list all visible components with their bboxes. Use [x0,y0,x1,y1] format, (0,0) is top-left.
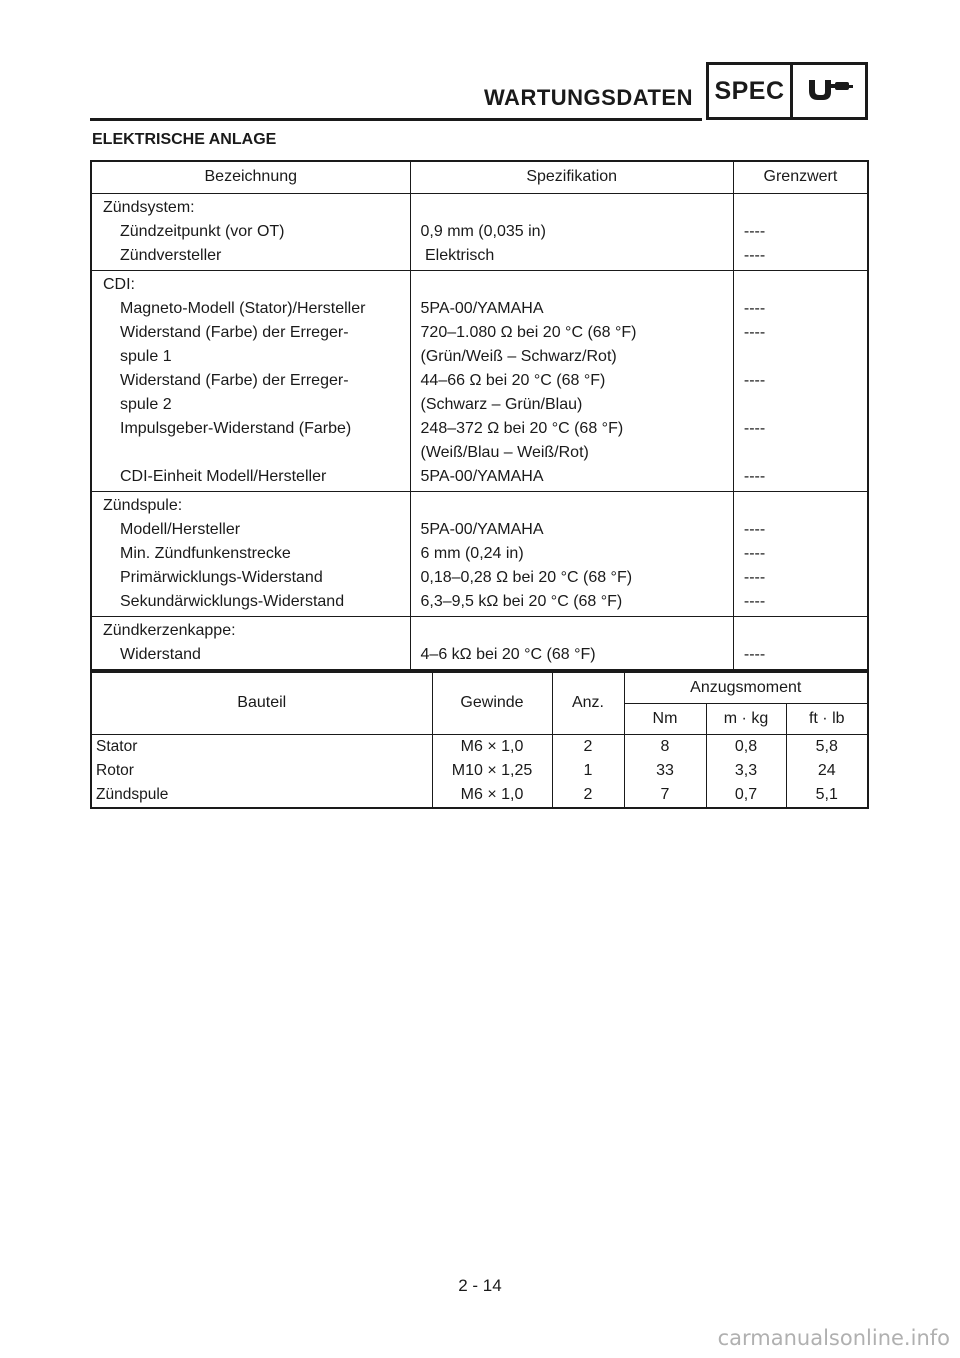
spec-name [91,297,410,321]
spec-value-line: 6,3–9,5 kΩ bei 20 °C (68 °F) [420,592,623,610]
spec-value-line: Elektrisch [420,246,495,264]
col-header-bauteil: Bauteil [91,672,432,734]
spec-limit: ---- [743,222,766,240]
spec-value-line: 6 mm (0,24 in) [420,544,524,562]
electrical-spec-table [90,160,869,671]
spec-limit: ---- [743,520,766,538]
col-header-anzugsmoment: Anzugsmoment [624,672,868,703]
spec-name-line: Min. Zündfunkenstrecke [120,544,291,562]
cell-anz: 2 [552,783,624,808]
spec-name-line: Widerstand (Farbe) der Erreger- [120,371,349,389]
spec-limit: ---- [743,568,766,586]
cell-ftlb: 5,1 [815,785,838,803]
cell-nm: 7 [624,783,706,808]
table-row [91,566,868,590]
spec-name [91,417,410,465]
col-header-spezifikation: Spezifikation [410,161,733,193]
torque-table [90,671,869,809]
table-header-row [91,672,868,703]
spec-name [91,542,410,566]
empty-cell [733,270,868,297]
table-row [91,244,868,271]
cell-gewinde: M6 × 1,0 [432,734,552,759]
spec-value-line: 5PA-00/YAMAHA [420,467,544,485]
spec-value-line: (Schwarz – Grün/Blau) [420,395,583,413]
group-title: CDI: [91,270,410,297]
cell-ftlb: 5,8 [815,737,838,755]
table-row [91,590,868,617]
group-title: Zündkerzenkappe: [91,616,410,643]
group-title-row [91,491,868,518]
col-header-grenzwert: Grenzwert [733,161,868,193]
table-row [91,465,868,492]
spec-value-line: 248–372 Ω bei 20 °C (68 °F) [420,419,624,437]
table-row [91,643,868,670]
spec-value [410,369,733,417]
spec-value [410,566,733,590]
watermark-text: carmanualsonline.info [717,1326,950,1350]
group-title-row [91,616,868,643]
spec-name [91,244,410,271]
col-header-mkg: m · kg [706,703,786,734]
section-title: ELEKTRISCHE ANLAGE [92,131,277,148]
spec-value [410,518,733,542]
spec-value-line: 0,18–0,28 Ω bei 20 °C (68 °F) [420,568,633,586]
spec-name-line: Modell/Hersteller [120,520,241,538]
col-header-anz: Anz. [552,672,624,734]
col-header-gewinde: Gewinde [432,672,552,734]
group-title-row [91,270,868,297]
empty-cell [410,193,733,220]
spec-limit: ---- [743,467,766,485]
wrench-icon [793,65,865,117]
spec-limit: ---- [743,323,766,341]
empty-cell [733,193,868,220]
spec-value [410,220,733,244]
spec-name-line: CDI-Einheit Modell/Hersteller [120,467,327,485]
spec-limit: ---- [743,371,766,389]
table-header-row [91,161,868,193]
cell-gewinde: M10 × 1,25 [432,759,552,783]
spec-name-line: Widerstand (Farbe) der Erreger- [120,323,349,341]
empty-cell [410,616,733,643]
spec-name-line: Sekundärwicklungs-Widerstand [120,592,345,610]
spec-value [410,321,733,369]
spec-value-line: 5PA-00/YAMAHA [420,520,544,538]
cell-nm: 33 [624,759,706,783]
spec-name [91,566,410,590]
cell-anz: 2 [552,734,624,759]
col-header-nm: Nm [624,703,706,734]
table-row [91,220,868,244]
spec-name-line: Primärwicklungs-Widerstand [120,568,323,586]
spec-value-line: 44–66 Ω bei 20 °C (68 °F) [420,371,606,389]
spec-value [410,590,733,617]
table-row [91,783,868,808]
spec-badge-label: SPEC [709,65,793,117]
spec-name [91,220,410,244]
cell-anz: 1 [552,759,624,783]
spec-value [410,542,733,566]
table-row [91,417,868,465]
spec-name-line: Zündzeitpunkt (vor OT) [120,222,285,240]
cell-ftlb: 24 [817,761,836,779]
table-row [91,734,868,759]
spec-name-line: Widerstand [120,645,201,663]
empty-cell [733,491,868,518]
cell-bauteil: Zündspule [91,783,432,808]
spec-name [91,643,410,670]
spec-value [410,643,733,670]
col-header-ftlb: ft · lb [786,703,868,734]
table-row [91,759,868,783]
spec-name-line: Magneto-Modell (Stator)/Hersteller [120,299,366,317]
table-row [91,297,868,321]
spec-value-line: (Weiß/Blau – Weiß/Rot) [420,443,589,461]
spec-name-line: spule 1 [120,347,172,365]
cell-mkg: 0,8 [706,734,786,759]
spec-limit: ---- [743,645,766,663]
spec-limit: ---- [743,299,766,317]
page-number: 2 - 14 [458,1276,502,1295]
spec-value-line: 0,9 mm (0,035 in) [420,222,546,240]
header-rule [90,118,702,121]
spec-name [91,590,410,617]
spec-value-line: 720–1.080 Ω bei 20 °C (68 °F) [420,323,637,341]
spec-value-line: 5PA-00/YAMAHA [420,299,544,317]
spec-limit: ---- [743,592,766,610]
spec-name [91,518,410,542]
spec-value-line: 4–6 kΩ bei 20 °C (68 °F) [420,645,596,663]
spec-value-line: (Grün/Weiß – Schwarz/Rot) [420,347,617,365]
empty-cell [410,491,733,518]
spec-limit: ---- [743,246,766,264]
spec-name [91,465,410,492]
spec-limit: ---- [743,419,766,437]
spec-value [410,244,733,271]
table-row [91,518,868,542]
group-title-row [91,193,868,220]
spec-name-line: spule 2 [120,395,172,413]
empty-cell [410,270,733,297]
spec-limit: ---- [743,544,766,562]
cell-bauteil: Rotor [91,759,432,783]
cell-bauteil: Stator [91,734,432,759]
cell-mkg: 0,7 [706,783,786,808]
group-title: Zündsystem: [91,193,410,220]
table-row [91,542,868,566]
group-title: Zündspule: [91,491,410,518]
cell-nm: 8 [624,734,706,759]
spec-name-line: Impulsgeber-Widerstand (Farbe) [120,419,352,437]
spec-value [410,465,733,492]
spec-name-line: Zündversteller [120,246,222,264]
spec-value [410,297,733,321]
spec-value [410,417,733,465]
spec-badge [706,62,868,120]
col-header-bezeichnung: Bezeichnung [91,161,410,193]
cell-mkg: 3,3 [706,759,786,783]
table-row [91,321,868,369]
page-section-title: WARTUNGSDATEN [484,85,693,110]
cell-gewinde: M6 × 1,0 [432,783,552,808]
table-row [91,369,868,417]
spec-name [91,321,410,369]
empty-cell [733,616,868,643]
spec-name [91,369,410,417]
